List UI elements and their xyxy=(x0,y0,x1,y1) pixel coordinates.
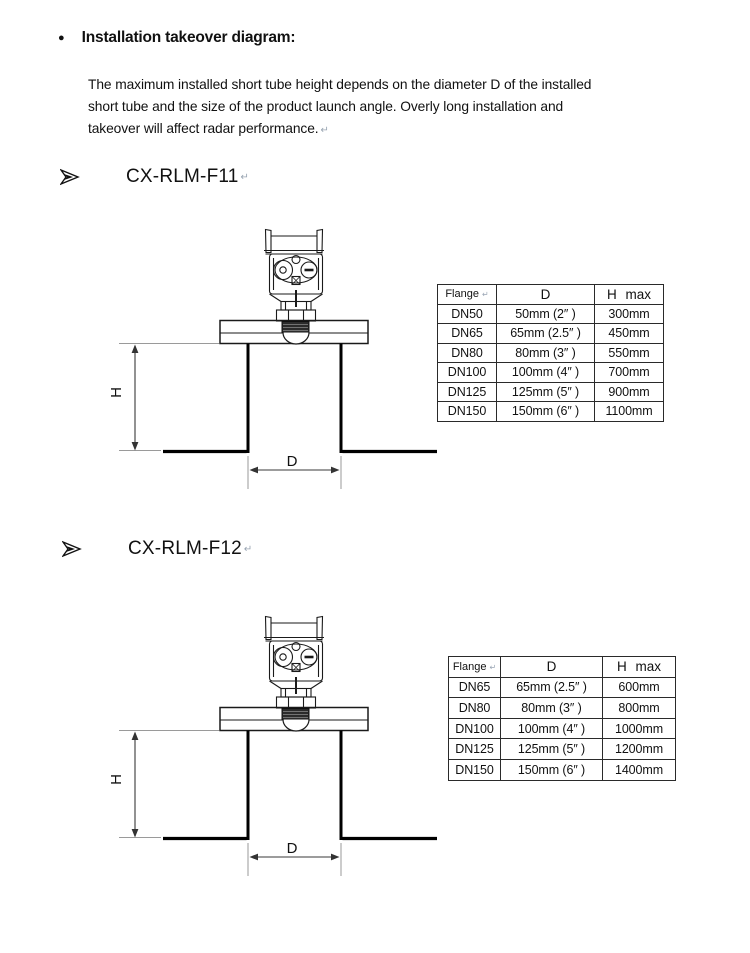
arrow-bullet-icon xyxy=(60,167,80,187)
cell-mark: ↵ xyxy=(481,290,489,300)
table-row xyxy=(449,759,676,780)
return-mark: ↵ xyxy=(320,125,329,136)
d-label: D xyxy=(286,453,298,470)
d-dimension xyxy=(248,453,341,489)
section-title-row xyxy=(58,29,295,47)
table-cell: 65mm (2.5″ ) xyxy=(501,677,603,698)
table-cell: 1200mm xyxy=(603,739,676,760)
table-cell: 450mm xyxy=(595,324,664,344)
table-cell: 1400mm xyxy=(603,759,676,780)
table-cell: 900mm xyxy=(595,382,664,402)
table-cell: 300mm xyxy=(595,304,664,324)
table-cell: 1100mm xyxy=(595,402,664,422)
short-tube-and-tank xyxy=(163,731,437,841)
model-heading-f11 xyxy=(60,164,249,190)
model-heading-f12 xyxy=(62,536,252,562)
table-cell: DN100 xyxy=(438,363,497,383)
table-cell: 550mm xyxy=(595,343,664,363)
table-cell: 50mm (2″ ) xyxy=(497,304,595,324)
table-cell: DN80 xyxy=(438,343,497,363)
table-cell: 100mm (4″ ) xyxy=(501,718,603,739)
table-cell: 80mm (3″ ) xyxy=(501,698,603,719)
table-cell: DN80 xyxy=(449,698,501,719)
table-cell: 80mm (3″ ) xyxy=(497,343,595,363)
flange-table-f11 xyxy=(437,284,664,422)
table-row xyxy=(438,363,664,383)
intro-paragraph xyxy=(88,74,688,142)
col-header-hmax: H max xyxy=(603,657,676,678)
antenna-dome xyxy=(283,333,309,345)
table-header-row xyxy=(438,285,664,305)
table-cell: 700mm xyxy=(595,363,664,383)
table-cell: 800mm xyxy=(603,698,676,719)
table-cell: 100mm (4″ ) xyxy=(497,363,595,383)
radar-device-icon xyxy=(264,230,324,322)
table-row xyxy=(438,304,664,324)
table-cell: 1000mm xyxy=(603,718,676,739)
installation-diagram-f12 xyxy=(100,612,445,884)
radar-device-icon xyxy=(264,617,324,709)
flange-plate xyxy=(220,708,368,732)
table-row xyxy=(449,718,676,739)
cell-mark: ↵ xyxy=(489,662,497,672)
h-label: H xyxy=(108,387,125,398)
table-cell: 125mm (5″ ) xyxy=(497,382,595,402)
model-name-f11: CX-RLM-F11 xyxy=(126,166,239,187)
return-mark: ↵ xyxy=(240,171,249,183)
h-label: H xyxy=(108,774,125,785)
col-header-hmax: H max xyxy=(595,285,664,305)
arrow-bullet-icon xyxy=(62,539,82,559)
h-dimension xyxy=(108,731,219,838)
page-title: Installation takeover diagram: xyxy=(81,29,296,46)
table-row xyxy=(449,677,676,698)
flange-plate xyxy=(220,321,368,345)
short-tube-and-tank xyxy=(163,344,437,454)
col-header-flange: Flange ↵ xyxy=(449,657,501,678)
return-mark: ↵ xyxy=(243,543,253,555)
table-cell: 65mm (2.5″ ) xyxy=(497,324,595,344)
d-dimension xyxy=(248,840,341,876)
paragraph-line: The maximum installed short tube height depends on the diameter D of the installed xyxy=(88,77,592,92)
paragraph-line: takeover will affect radar performance. ↵ xyxy=(88,121,329,136)
table-row xyxy=(438,382,664,402)
table-cell: DN125 xyxy=(449,739,501,760)
table-cell: DN150 xyxy=(449,759,501,780)
table-cell: 125mm (5″ ) xyxy=(501,739,603,760)
model-name-f12: CX-RLM-F12 xyxy=(128,538,242,559)
h-dimension xyxy=(108,344,219,451)
table-header-row xyxy=(449,657,676,678)
col-header-d: D xyxy=(501,657,603,678)
table-cell: 150mm (6″ ) xyxy=(501,759,603,780)
table-row xyxy=(449,739,676,760)
d-label: D xyxy=(286,840,298,857)
table-cell: DN150 xyxy=(438,402,497,422)
antenna-dome xyxy=(283,720,309,732)
table-cell: DN50 xyxy=(438,304,497,324)
table-row xyxy=(449,698,676,719)
flange-table-f12 xyxy=(448,656,676,781)
table-row xyxy=(438,343,664,363)
table-cell: DN100 xyxy=(449,718,501,739)
paragraph-line: short tube and the size of the product launch angle. Overly long installation and xyxy=(88,99,564,114)
table-cell: DN125 xyxy=(438,382,497,402)
table-cell: DN65 xyxy=(449,677,501,698)
bullet-icon: ● xyxy=(58,32,65,44)
col-header-d: D xyxy=(497,285,595,305)
table-cell: DN65 xyxy=(438,324,497,344)
installation-diagram-f11 xyxy=(100,225,445,497)
table-row xyxy=(438,402,664,422)
col-header-flange: Flange ↵ xyxy=(438,285,497,305)
table-cell: 150mm (6″ ) xyxy=(497,402,595,422)
table-cell: 600mm xyxy=(603,677,676,698)
table-row xyxy=(438,324,664,344)
